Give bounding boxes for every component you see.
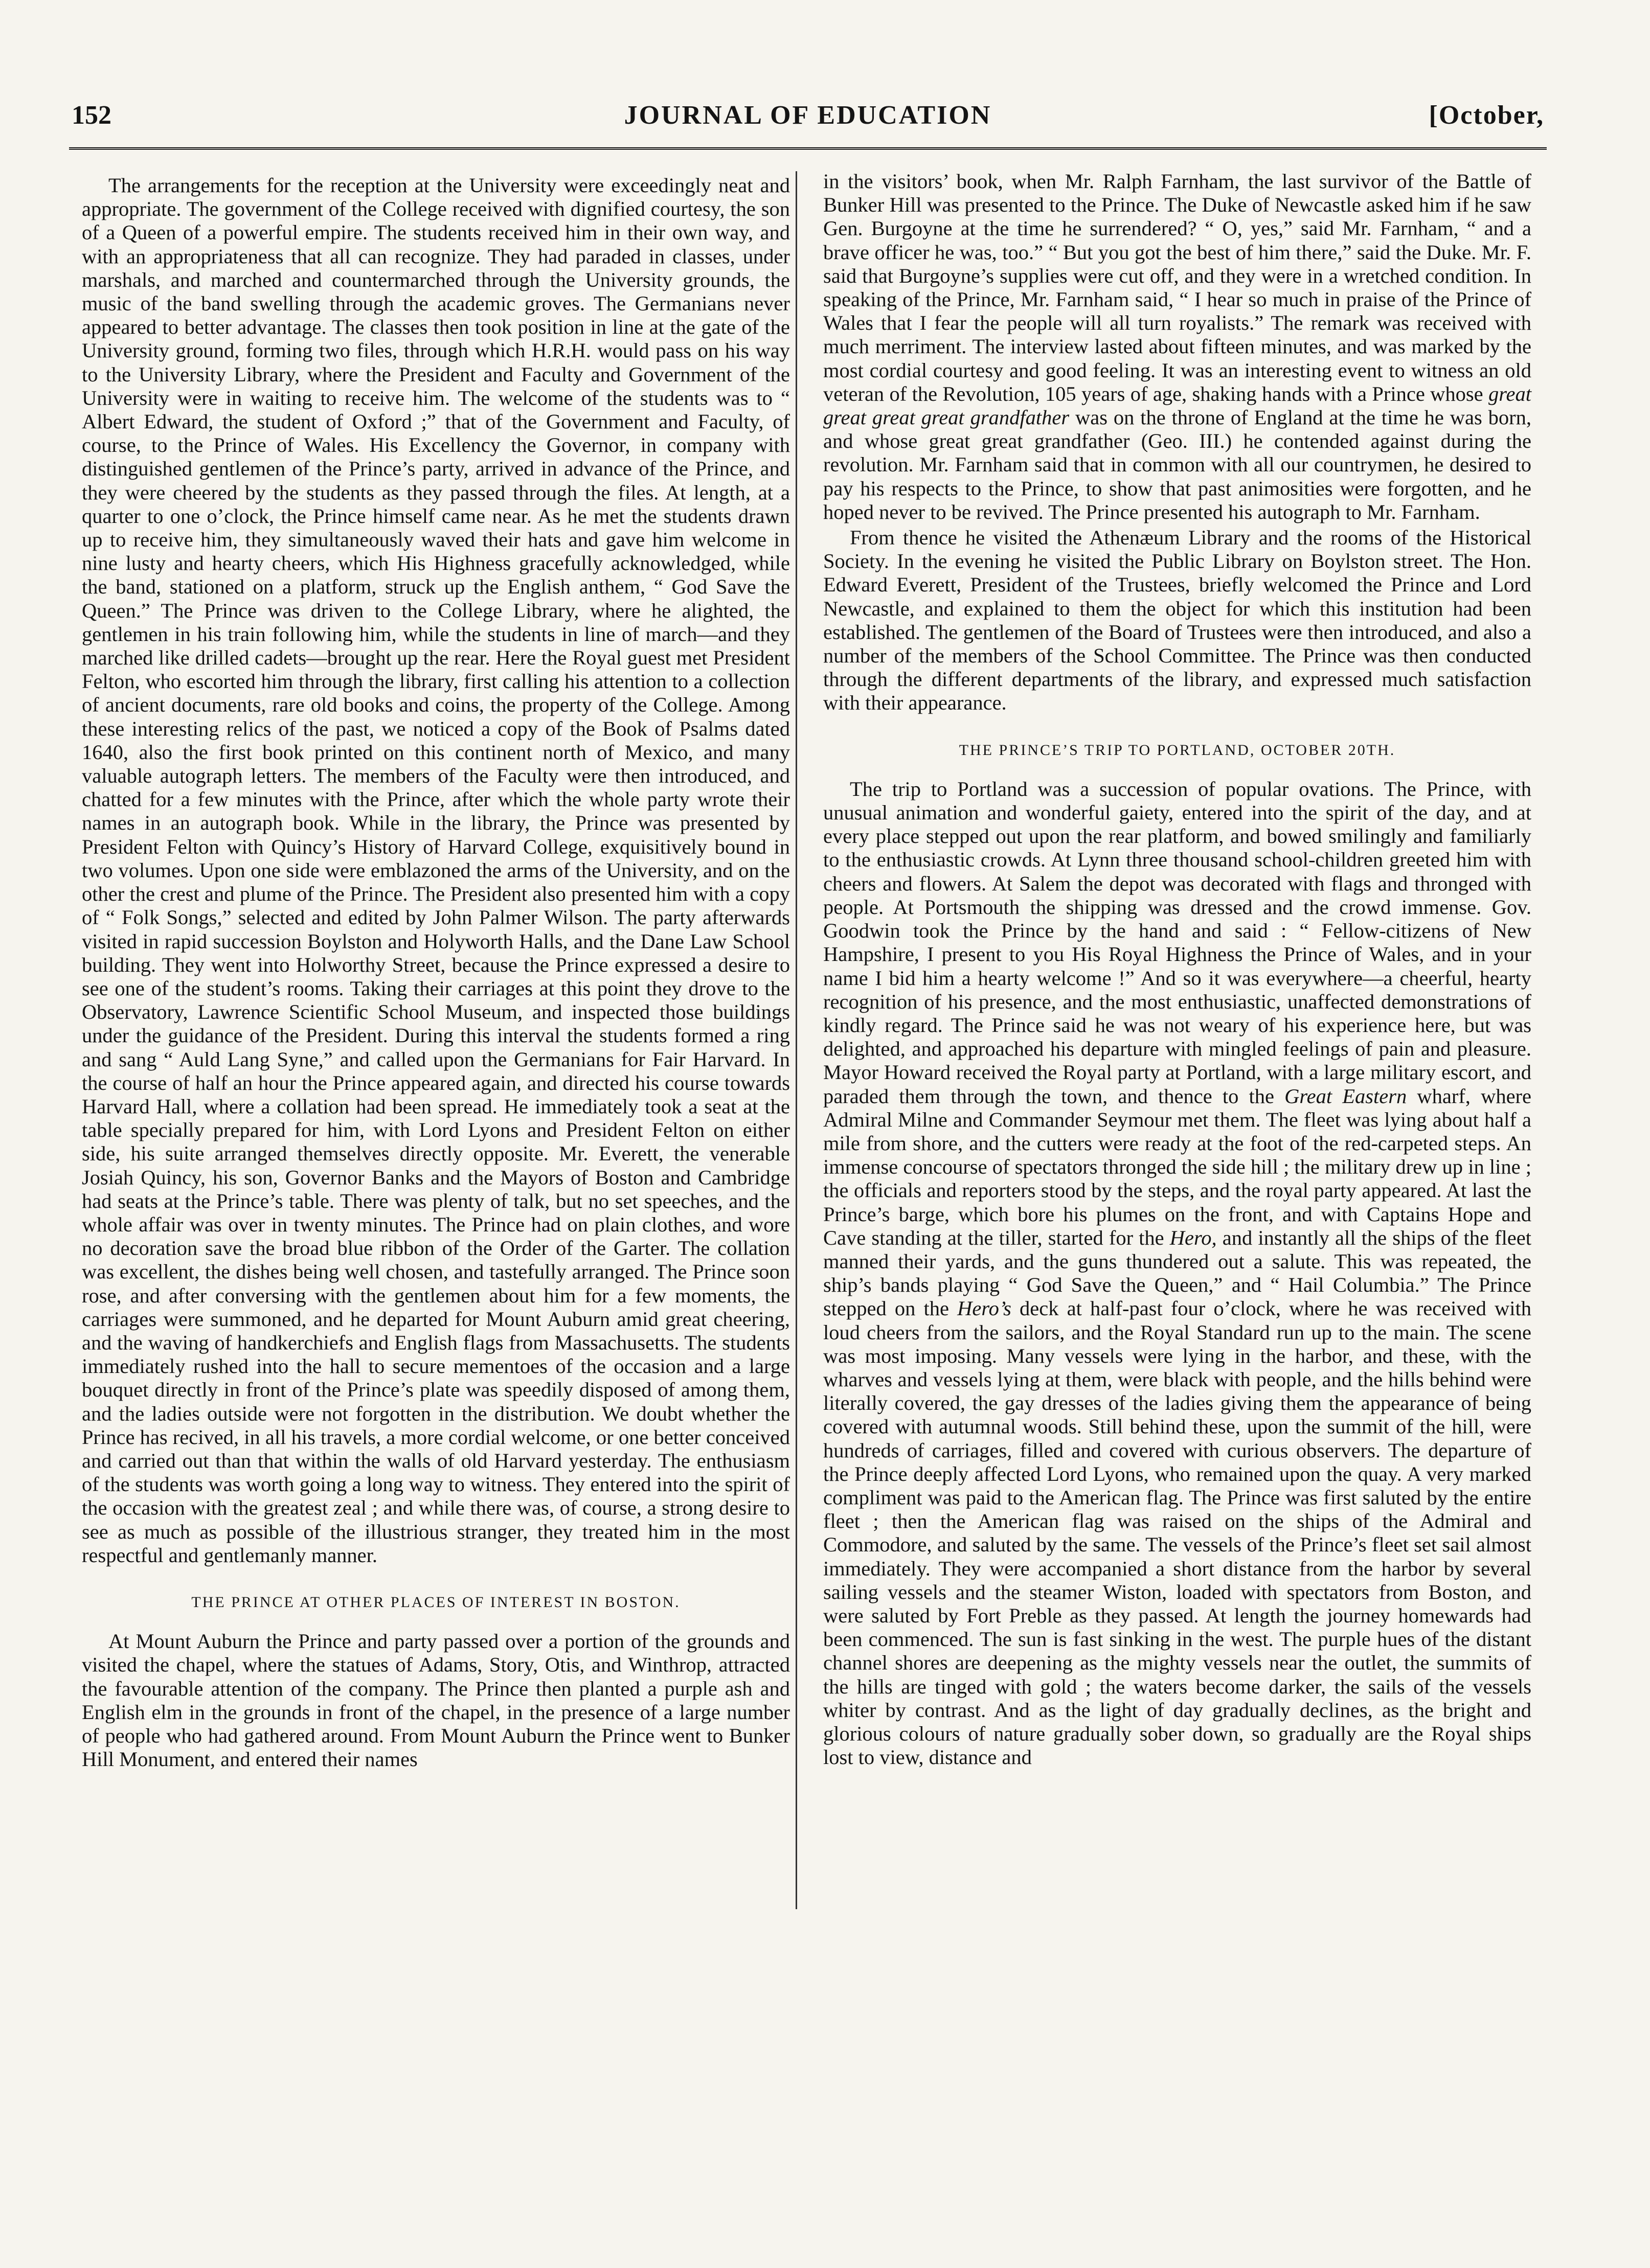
column-divider bbox=[796, 171, 797, 1909]
right-paragraph-1-part-b: was on the throne of England at the time he was born, and whose great great grandfather (Geo. III.) he contended against during the revolution. Mr. Farnham said that in common with all our countrymen, he desired to pay his respects to the Prince, to show that past animosities were forgotten, and he hoped never to be revived. The Prince presented his autograph to Mr. Farnham. bbox=[823, 406, 1531, 523]
right-paragraph-3-part-a: The trip to Portland was a succession of popular ovations. The Prince, with unusual animation and wonderful gaiety, entered into the spirit of the day, and at every place stepped out upon the rear platform, and bowed smilingly and familiarly to the enthusiastic crowds. At Lynn three thousand school-children greeted him with cheers and flowers. At Salem the depot was decorated with flags and thronged with people. At Portsmouth the shipping was dressed and the crowd immense. Gov. Goodwin took the Prince by the hand and said : “ Fellow-citizens of New Hampshire, I present to you His Royal Highness the Prince of Wales, and in your name I bid him a hearty welcome !” And so it was everywhere—a cheerful, hearty recognition of his presence, and the most enthusiastic, unaffected demonstrations of kindly regard. The Prince said he was not weary of his experience here, but was delighted, and approached his departure with mingled feelings of pain and pleasure. Mayor Howard received the Royal party at Portland, with a large military escort, and paraded them through the town, and thence to the bbox=[823, 777, 1531, 1108]
right-paragraph-1 bbox=[823, 170, 1531, 524]
month-label: [October, bbox=[1429, 101, 1544, 130]
left-column bbox=[82, 174, 790, 1773]
right-paragraph-1-part-a: in the visitors’ book, when Mr. Ralph Farnham, the last survivor of the Battle of Bunker Hill was presented to the Prince. The Duke of Newcastle asked him if he saw Gen. Burgoyne at the time he surrendered? “ O, yes,” said Mr. Farnham, “ and a brave officer he was, too.” “ But you got the best of him there,” said the Duke. Mr. F. said that Burgoyne’s supplies were cut off, and they were in a wretched condition. In speaking of the Prince, Mr. Farnham said, “ I hear so much in praise of the Prince of Wales that I fear the people will all turn royalists.” The remark was received with much merriment. The interview lasted about fifteen minutes, and was marked by the most cordial courtesy and good feeling. It was an interesting event to witness an old veteran of the Revolution, 105 years of age, shaking hands with a Prince whose bbox=[823, 170, 1531, 405]
section-heading-boston: THE PRINCE AT OTHER PLACES OF INTEREST IN BOSTON. bbox=[191, 1593, 681, 1611]
left-paragraph-1: The arrangements for the reception at the University were exceedingly neat and appropriate. The government of the College received with dignified courtesy, the son of a Queen of a powerful empire. The students received him in their own way, and with an appropriateness that all can recognize. They had paraded in classes, under marshals, and marched and countermarched through the University grounds, the music of the band swelling through the academic groves. The Germanians never appeared to better advantage. The classes then took position in line at the gate of the University ground, forming two files, through which H.R.H. would pass on his way to the University Library, where the President and Faculty and Government of the University were in waiting to receive him. The welcome of the students was to “ Albert Edward, the student of Oxford ;” that of the Government and Faculty, of course, to the Prince of Wales. His Excellency the Governor, in company with distinguished gentlemen of the Prince’s party, arrived in advance of the Prince, and they were cheered by the students as they passed through the files. At length, at a quarter to one o’clock, the Prince himself came near. As he met the students drawn up to receive him, they simultaneously waved their hats and gave him welcome in nine lusty and hearty cheers, which His Highness gracefully acknowledged, while the band, stationed on a platform, struck up the English anthem, “ God Save the Queen.” The Prince was driven to the College Library, where he alighted, the gentlemen in his train following him, while the students in line of march—and they marched like drilled cadets—brought up the rear. Here the Royal guest met President Felton, who escorted him through the library, first calling his attention to a collection of ancient documents, rare old books and coins, the property of the College. Among these interesting relics of the past, we noticed a copy of the Book of Psalms dated 1640, also the first book printed on this continent north of Mexico, and many valuable autograph letters. The members of the Faculty were then introduced, and chatted for a few minutes with the Prince, after which the whole party wrote their names in an autograph book. While in the library, the Prince was presented by President Felton with Quincy’s History of Harvard College, exquisitively bound in two volumes. Upon one side were emblazoned the arms of the University, and on the other the crest and plume of the Prince. The President also presented him with a copy of “ Folk Songs,” selected and edited by John Palmer Wilson. The party afterwards visited in rapid succession Boylston and Holyworth Halls, and the Dane Law School building. They went into Holworthy Street, because the Prince expressed a desire to see one of the student’s rooms. Taking their carriages at this point they drove to the Observatory, Lawrence Scientific School Museum, and inspected those buildings under the guidance of the President. During this interval the students formed a ring and sang “ Auld Lang Syne,” and called upon the Germanians for Fair Harvard. In the course of half an hour the Prince appeared again, and directed his course towards Harvard Hall, where a collation had been spread. He immediately took a seat at the table specially prepared for him, with Lord Lyons and President Felton on either side, his suite arranged themselves directly opposite. Mr. Everett, the venerable Josiah Quincy, his son, Governor Banks and the Mayors of Boston and Cambridge had seats at the Prince’s table. There was plenty of talk, but no set speeches, and the whole affair was over in twenty minutes. The Prince had on plain clothes, and wore no decoration save the broad blue ribbon of the Order of the Garter. The collation was excellent, the dishes being well chosen, and tastefully arranged. The Prince soon rose, and after conversing with the gentlemen about him for a few moments, the carriages were summoned, and he departed for Mount Auburn amid great cheering, and the waving of handkerchiefs and English flags from Massachusetts. The students immediately rushed into the hall to secure mementoes of the occasion and a large bouquet directly in front of the Prince’s plate was speedily disposed of among them, and the ladies outside were not forgotten in the distribution. We doubt whether the Prince has recived, in all his travels, a more cordial welcome, or one better conceived and carried out than that within the walls of old Harvard yesterday. The enthusiasm of the students was worth going a long way to witness. They entered into the spirit of the occasion with the greatest zeal ; and while there was, of course, a strong desire to see as much as possible of the illustrious stranger, they treated him in the most respectful and gentlemanly manner. bbox=[82, 174, 790, 1567]
section-heading-portland: THE PRINCE’S TRIP TO PORTLAND, OCTOBER 20TH. bbox=[959, 741, 1396, 759]
right-paragraph-3-part-b: wharf, where Admiral Milne and Commander Seymour met them. The fleet was lying about half a mile from shore, and the cutters were ready at the foot of the red-carpeted steps. An immense concourse of spectators thronged the side hill ; the military drew up in line ; the officials and reporters stood by the steps, and the royal party appeared. At last the Prince’s barge, which bore his plumes on the front, and with Captains Hope and Cave standing at the tiller, started for the bbox=[823, 1084, 1532, 1249]
journal-title: JOURNAL OF EDUCATION bbox=[624, 101, 992, 130]
header-rule bbox=[69, 147, 1547, 150]
italic-grandfather: great great great great grandfather bbox=[823, 382, 1532, 429]
right-paragraph-3 bbox=[823, 777, 1531, 1770]
page-header bbox=[72, 100, 1544, 146]
right-paragraph-2: From thence he visited the Athenæum Library and the rooms of the Historical Society. In the evening he visited the Public Library on Boylston street. The Hon. Edward Everett, President of the Trustees, briefly welcomed the Prince and Lord Newcastle, and explained to them the object for which this institution had been established. The gentlemen of the Board of Trustees were then introduced, and also a number of the members of the School Committee. The Prince was then conducted through the different departments of the library, and expressed much satisfaction with their appearance. bbox=[823, 526, 1531, 715]
italic-hero: Hero, bbox=[1169, 1226, 1217, 1249]
italic-great-eastern: Great Eastern bbox=[1284, 1084, 1407, 1108]
right-paragraph-3-part-d: deck at half-past four o’clock, where he was received with loud cheers from the sailors, and the Royal Standard run up to the main. The scene was most imposing. Many vessels were lying in the harbor, and these, with the wharves and vessels lying at them, were black with people, and the hills behind were literally covered, the gay dresses of the ladies giving them the appearance of being covered with autumnal woods. Still behind these, upon the summit of the hill, were hundreds of carriages, filled and covered with curious observers. The departure of the Prince deeply affected Lord Lyons, who remained upon the quay. A very marked compliment was paid to the American flag. The Prince was first saluted by the entire fleet ; then the American flag was raised on the ships of the Admiral and Commodore, and saluted by the same. The vessels of the Prince’s fleet set sail almost immediately. They were accompanied a short distance from the harbor by several sailing vessels and the steamer Wiston, loaded with spectators from Boston, and were saluted by Fort Preble as they passed. At length the journey homewards had been commenced. The sun is fast sinking in the west. The purple hues of the distant channel shores are deepening as the mighty vessels near the outlet, the summits of the hills are tinged with gold ; the waters become darker, the sails of the vessels whiter by contrast. And as the light of day gradually declines, as the bright and glorious colours of nature gradually sober down, so gradually are the Royal ships lost to view, distance and bbox=[823, 1297, 1531, 1769]
italic-heros: Hero’s bbox=[957, 1297, 1011, 1320]
page-number: 152 bbox=[72, 101, 111, 130]
right-paragraph-3-part-c: and instantly all the ships of the fleet manned their yards, and the guns thundered out a salute. This was repeated, the ship’s bands playing “ God Save the Queen,” and “ Hail Columbia.” The Prince stepped on the bbox=[823, 1226, 1531, 1320]
left-paragraph-2: At Mount Auburn the Prince and party passed over a portion of the grounds and visited the chapel, where the statues of Adams, Story, Otis, and Winthrop, attracted the favourable attention of the company. The Prince then planted a purple ash and English elm in the grounds in front of the chapel, in the presence of a large number of people who had gathered around. From Mount Auburn the Prince went to Bunker Hill Monument, and entered their names bbox=[82, 1630, 790, 1771]
right-column bbox=[823, 170, 1531, 1771]
